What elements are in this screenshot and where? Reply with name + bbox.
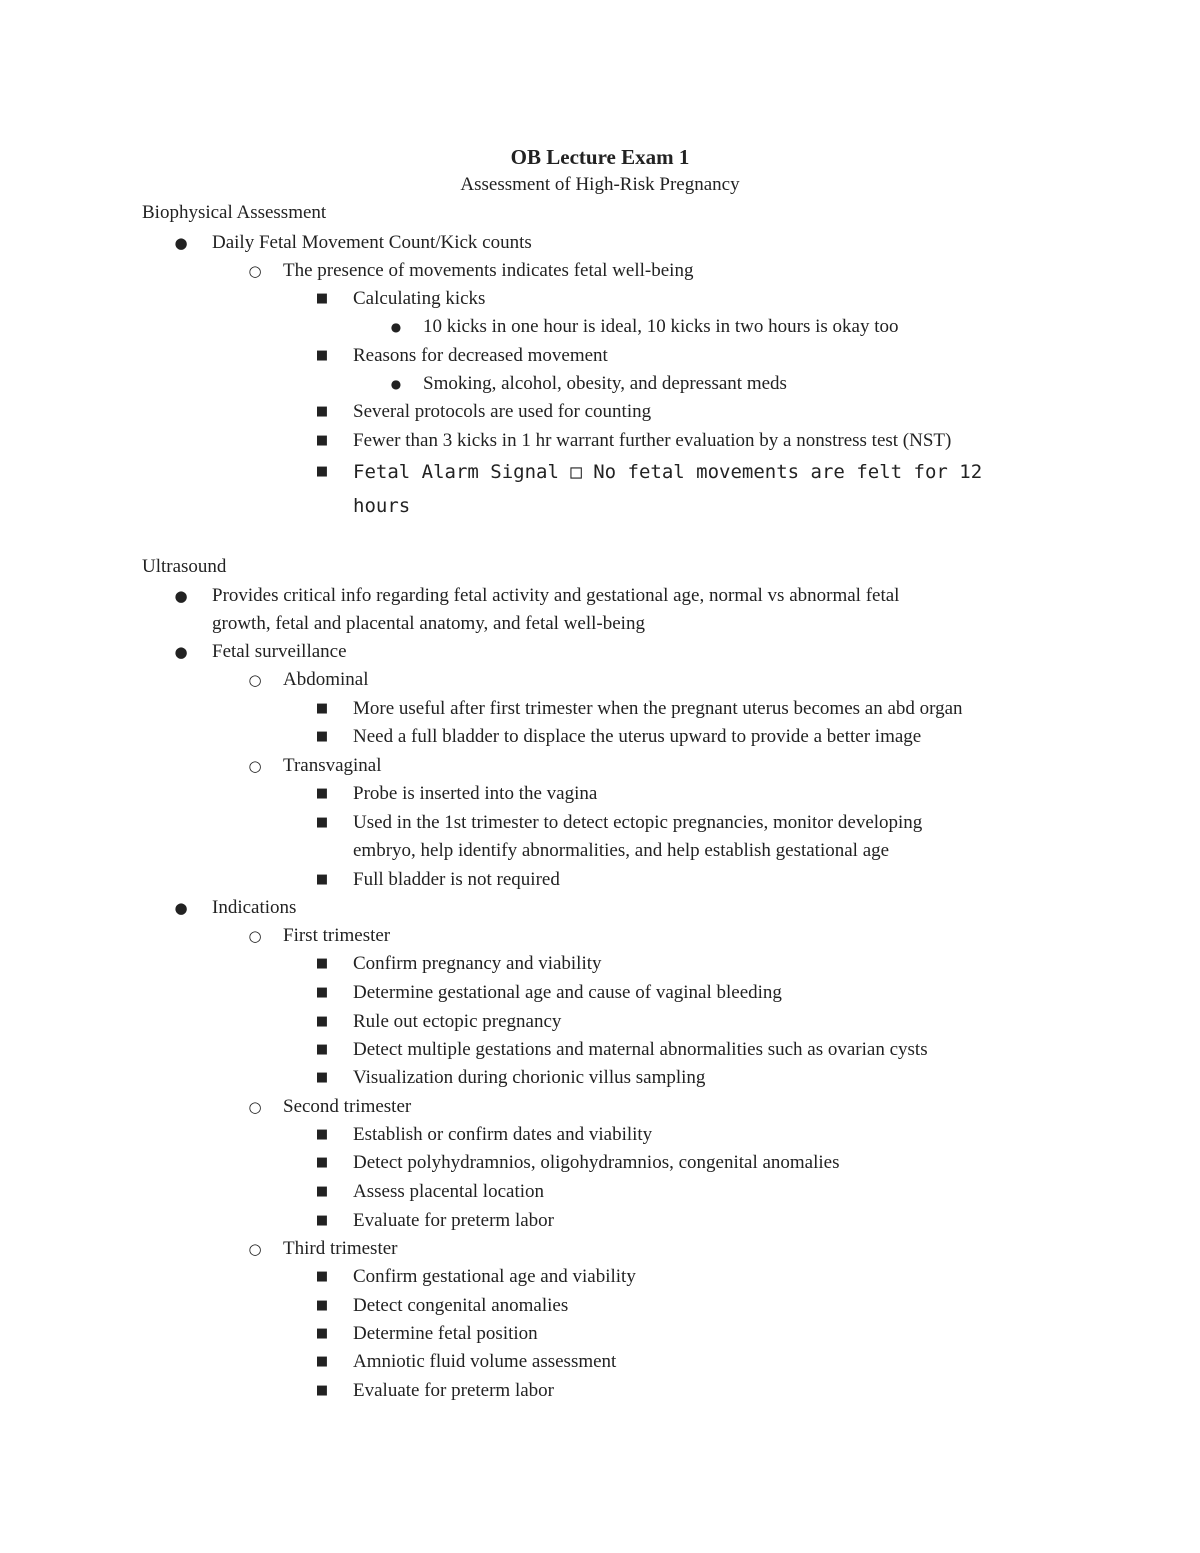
bullet-square-icon: ■ (315, 1184, 329, 1199)
list-item-text: Daily Fetal Movement Count/Kick counts (212, 232, 532, 253)
list-item-text: Amniotic fluid volume assessment (353, 1351, 617, 1372)
list-item-text: Reasons for decreased movement (353, 345, 608, 366)
list-item-text: Transvaginal (283, 755, 382, 776)
bullet-square-icon: ■ (315, 291, 329, 306)
list-item-text: Rule out ectopic pregnancy (353, 1011, 562, 1032)
bullet-square-icon: ■ (315, 1042, 329, 1057)
bullet-square-icon: ■ (315, 872, 329, 887)
bullet-disc-icon: ● (174, 643, 188, 661)
list-item-text: growth, fetal and placental anatomy, and fetal well-being (212, 613, 645, 634)
bullet-square-icon: ■ (315, 348, 329, 363)
list-item-text: Confirm pregnancy and viability (353, 953, 602, 974)
list-item-text: Determine gestational age and cause of vaginal bleeding (353, 982, 782, 1003)
bullet-circle-icon: ○ (248, 1240, 262, 1258)
bullet-square-icon: ■ (315, 1070, 329, 1085)
bullet-disc-icon: ● (390, 377, 402, 391)
bullet-circle-icon: ○ (248, 927, 262, 945)
list-item-text: Need a full bladder to displace the uterus upward to provide a better image (353, 726, 922, 747)
list-item-text: Fetal Alarm Signal □ No fetal movements are felt for 12 (353, 461, 983, 483)
bullet-disc-icon: ● (174, 899, 188, 917)
list-item-text: Second trimester (283, 1096, 412, 1117)
list-item-text: Establish or confirm dates and viability (353, 1124, 653, 1145)
bullet-square-icon: ■ (315, 464, 329, 479)
bullet-circle-icon: ○ (248, 757, 262, 775)
list-item-text: Several protocols are used for counting (353, 401, 652, 422)
bullet-disc-icon: ● (174, 234, 188, 252)
list-item-text: Third trimester (283, 1238, 398, 1259)
bullet-circle-icon: ○ (248, 1098, 262, 1116)
bullet-circle-icon: ○ (248, 671, 262, 689)
list-item-text: Used in the 1st trimester to detect ectopic pregnancies, monitor developing (353, 812, 923, 833)
list-item-text: More useful after first trimester when the pregnant uterus becomes an abd organ (353, 698, 963, 719)
bullet-square-icon: ■ (315, 433, 329, 448)
bullet-disc-icon: ● (390, 320, 402, 334)
list-item-text: 10 kicks in one hour is ideal, 10 kicks in two hours is okay too (423, 316, 899, 337)
bullet-square-icon: ■ (315, 1383, 329, 1398)
bullet-square-icon: ■ (315, 404, 329, 419)
bullet-circle-icon: ○ (248, 262, 262, 280)
list-item-text: Calculating kicks (353, 288, 486, 309)
bullet-disc-icon: ● (174, 587, 188, 605)
list-item-text: Detect congenital anomalies (353, 1295, 569, 1316)
bullet-square-icon: ■ (315, 1014, 329, 1029)
bullet-square-icon: ■ (315, 985, 329, 1000)
list-item-text: Probe is inserted into the vagina (353, 783, 598, 804)
list-item-text: Detect multiple gestations and maternal abnormalities such as ovarian cysts (353, 1039, 928, 1060)
list-item-text: First trimester (283, 925, 391, 946)
bullet-square-icon: ■ (315, 815, 329, 830)
list-item-text: Assess placental location (353, 1181, 545, 1202)
bullet-square-icon: ■ (315, 1298, 329, 1313)
bullet-square-icon: ■ (315, 701, 329, 716)
list-item-text: Detect polyhydramnios, oligohydramnios, congenital anomalies (353, 1152, 840, 1173)
bullet-square-icon: ■ (315, 1354, 329, 1369)
list-item-text: Determine fetal position (353, 1323, 538, 1344)
page-subtitle: Assessment of High-Risk Pregnancy (460, 174, 740, 195)
bullet-square-icon: ■ (315, 1155, 329, 1170)
list-item-text: hours (353, 495, 411, 517)
list-item-text: Smoking, alcohol, obesity, and depressant meds (423, 373, 787, 394)
list-item-text: Fetal surveillance (212, 641, 347, 662)
section-heading: Ultrasound (142, 556, 227, 577)
list-item-text: Confirm gestational age and viability (353, 1266, 636, 1287)
list-item-text: Visualization during chorionic villus sampling (353, 1067, 706, 1088)
list-item-text: Provides critical info regarding fetal activity and gestational age, normal vs abnormal fetal (212, 585, 900, 606)
list-item-text: embryo, help identify abnormalities, and help establish gestational age (353, 840, 890, 861)
bullet-square-icon: ■ (315, 786, 329, 801)
section-heading: Biophysical Assessment (142, 202, 327, 223)
list-item-text: Fewer than 3 kicks in 1 hr warrant further evaluation by a nonstress test (NST) (353, 430, 952, 451)
bullet-square-icon: ■ (315, 956, 329, 971)
list-item-text: Evaluate for preterm labor (353, 1380, 554, 1401)
list-item-text: Full bladder is not required (353, 869, 560, 890)
page-title: OB Lecture Exam 1 (510, 145, 690, 169)
bullet-square-icon: ■ (315, 1213, 329, 1228)
list-item-text: The presence of movements indicates fetal well-being (283, 260, 694, 281)
bullet-square-icon: ■ (315, 1326, 329, 1341)
bullet-square-icon: ■ (315, 1127, 329, 1142)
list-item-text: Abdominal (283, 669, 369, 690)
bullet-square-icon: ■ (315, 1269, 329, 1284)
list-item-text: Indications (212, 897, 297, 918)
list-item-text: Evaluate for preterm labor (353, 1210, 554, 1231)
bullet-square-icon: ■ (315, 729, 329, 744)
